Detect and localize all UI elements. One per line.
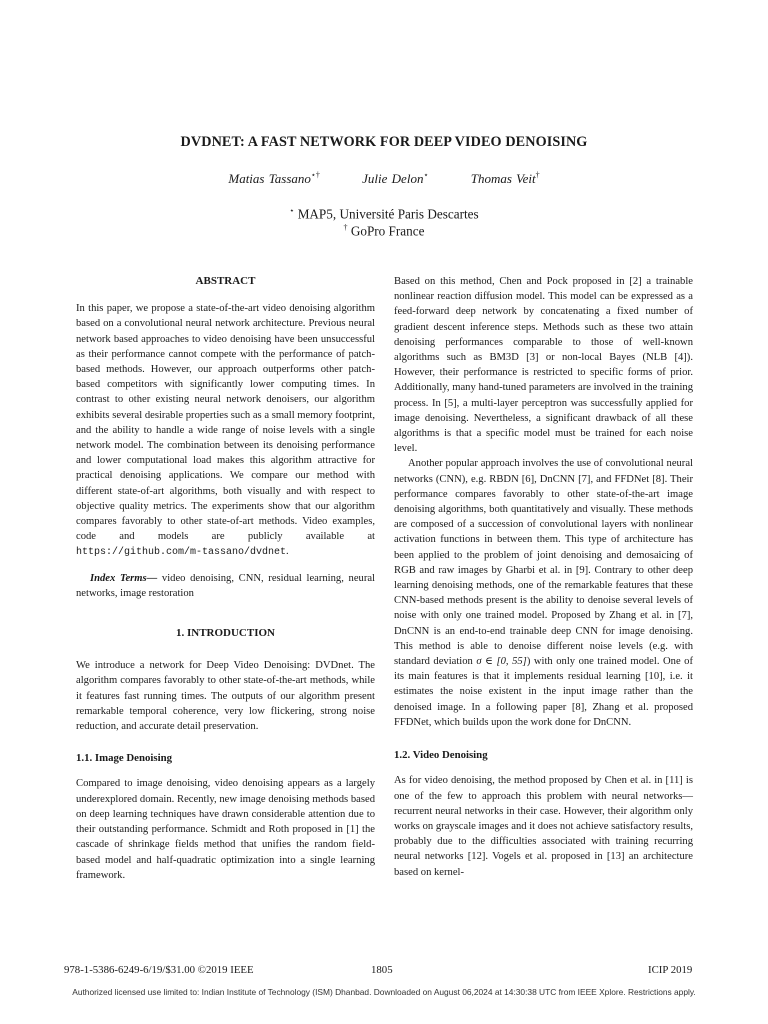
subsection-heading-image-denoising: 1.1. Image Denoising <box>76 752 172 765</box>
right-column <box>394 274 693 880</box>
subsection-heading-video-denoising: 1.2. Video Denoising <box>394 749 488 762</box>
author-2 <box>362 171 428 186</box>
affiliation-mark: † <box>343 223 348 232</box>
left-column <box>76 274 375 883</box>
author-name: Matias Tassano <box>228 171 311 187</box>
video-denoising-body: As for video denoising, the method proposed by Chen et al. in [11] is one of the few to approach this problem with neural networks—recurrent neural networks in their case. However, their algorithm only works on grayscale images and it does not achieve satisfactory results, probably due to the difficulties associated with training recurring neural networks [12]. Vogels et al. proposed in [13] an architecture based on kernel- <box>394 775 693 878</box>
author-marks: † <box>535 171 540 180</box>
affiliation-1 <box>0 206 768 222</box>
image-denoising-body: Compared to image denoising, video denoising appears as a largely underexplored domain. Recently, new image denoising methods based on deep learning techniques have drawn considerable attention due to their outstanding performance. Schmidt and Roth proposed in [1] the cascade of shrinkage fields method that unifies the random field-based model and half-quadratic optimization into a single learning framework. <box>76 778 375 881</box>
author-name: Thomas Veit <box>470 171 536 187</box>
footer-conference: ICIP 2019 <box>648 964 693 976</box>
affiliation-2 <box>0 223 768 239</box>
author-list <box>0 171 768 187</box>
index-terms: Index Terms— video denoising, CNN, residual learning, neural networks, image restoration <box>76 572 375 599</box>
intro-body: We introduce a network for Deep Video Denoising: DVDnet. The algorithm compares favorably to other state-of-the-art methods, while it features fast running times. The outputs of our algorithm present remarkable temporal coherence, very low flickering, strong noise reduction, and accurate detail preservation. <box>76 660 375 733</box>
author-marks: ⋆ <box>423 171 429 180</box>
right-paragraph-2: Another popular approach involves the use of convolutional neural networks (CNN), e.g. RBDN [6], DnCNN [7], and FFDNet [8]. Their performance compares favorably to other state-of-the-art image denoising algorithms, both quantitatively and visually. These methods are composed of a succession of convolutional layers with nonlinear activation functions in between them. This type of architecture has been applied to the problem of joint denoising and demosaicing of RGB and raw images by Gharbi et al. in [9]. Contrary to other deep learning denoising methods, one of the remarkable features that these CNN-based methods present is the ability to denoise several levels of noise with only one trained model. Proposed by Zhang et al. in [7], DnCNN is an end-to-end trainable deep CNN for image denoising. This method is able to denoise different noise levels (e.g. with standard deviation σ ∈ [0, 55]) with only one trained model. One of its main features is that it implements residual learning [10], i.e. it estimates the noise existent in the input image rather than the denoised image. In a following paper [8], Zhang et al. proposed FFDNet, which builds upon the work done for DnCNN. <box>394 458 694 728</box>
abstract-body: In this paper, we propose a state-of-the-art video denoising algorithm based on a convolutional neural network architecture. Previous neural network based approaches to video denoising have been unsuccessful as their performance cannot compete with the performance of patch-based methods. However, our approach outperforms other patch-based competitors with significantly lower computing times. In contrast to other existing neural network denoisers, our algorithm exhibits several desirable properties such as a small memory footprint, and the ability to handle a wide range of noise levels with a single network model. The combination between its denoising performance and lower computational load makes this algorithm attractive for practical denoising applications. We compare our method with different state-of-art algorithms, both visually and with respect to objective quality metrics. The experiments show that our algorithm compares favorably to other state-of-art methods. Video examples, code and models are publicly available at https://github.com/m-tassano/dvdnet. <box>76 303 375 559</box>
paper-title: DVDNET: A FAST NETWORK FOR DEEP VIDEO DENOISING <box>180 134 588 150</box>
affiliation-text: MAP5, Université Paris Descartes <box>297 206 479 222</box>
section-heading-introduction: 1. INTRODUCTION <box>175 627 275 640</box>
code-link[interactable]: https://github.com/m-tassano/dvdnet <box>76 547 287 559</box>
author-name: Julie Delon <box>362 171 424 187</box>
author-3 <box>471 171 540 186</box>
affiliation-text: GoPro France <box>350 223 425 239</box>
right-paragraph-1: Based on this method, Chen and Pock proposed in [2] a trainable nonlinear reaction diffusion model. This model can be expressed as a feed-forward deep network by concatenating a fixed number of gradient descent inference steps. Methods such as these two attain denoising performances comparable to those of well-known algorithms such as BM3D [3] or non-local Bayes (NLB [4]). However, their performance is restricted to specific forms of prior. Additionally, many hand-tuned parameters are involved in the training process. In [5], a multi-layer perceptron was successfully applied for image denoising. Nevertheless, a significant drawback of all these algorithms is that a specific model must be trained for each noise level. <box>394 276 693 455</box>
footer-page-number: 1805 <box>371 964 393 976</box>
license-notice: Authorized licensed use limited to: Indian Institute of Technology (ISM) Dhanbad. Downloaded on August 06,2024 at 14:30:38 UTC from IEEE Xplore. Restrictions apply. <box>72 987 696 997</box>
author-1 <box>228 171 320 186</box>
footer-isbn: 978-1-5386-6249-6/19/$31.00 ©2019 IEEE <box>64 964 254 976</box>
abstract-heading: ABSTRACT <box>195 275 256 287</box>
sigma-expression: σ ∈ [0, 55] <box>476 656 527 668</box>
affiliation-mark: ⋆ <box>289 206 295 215</box>
author-marks: ⋆† <box>310 171 320 180</box>
